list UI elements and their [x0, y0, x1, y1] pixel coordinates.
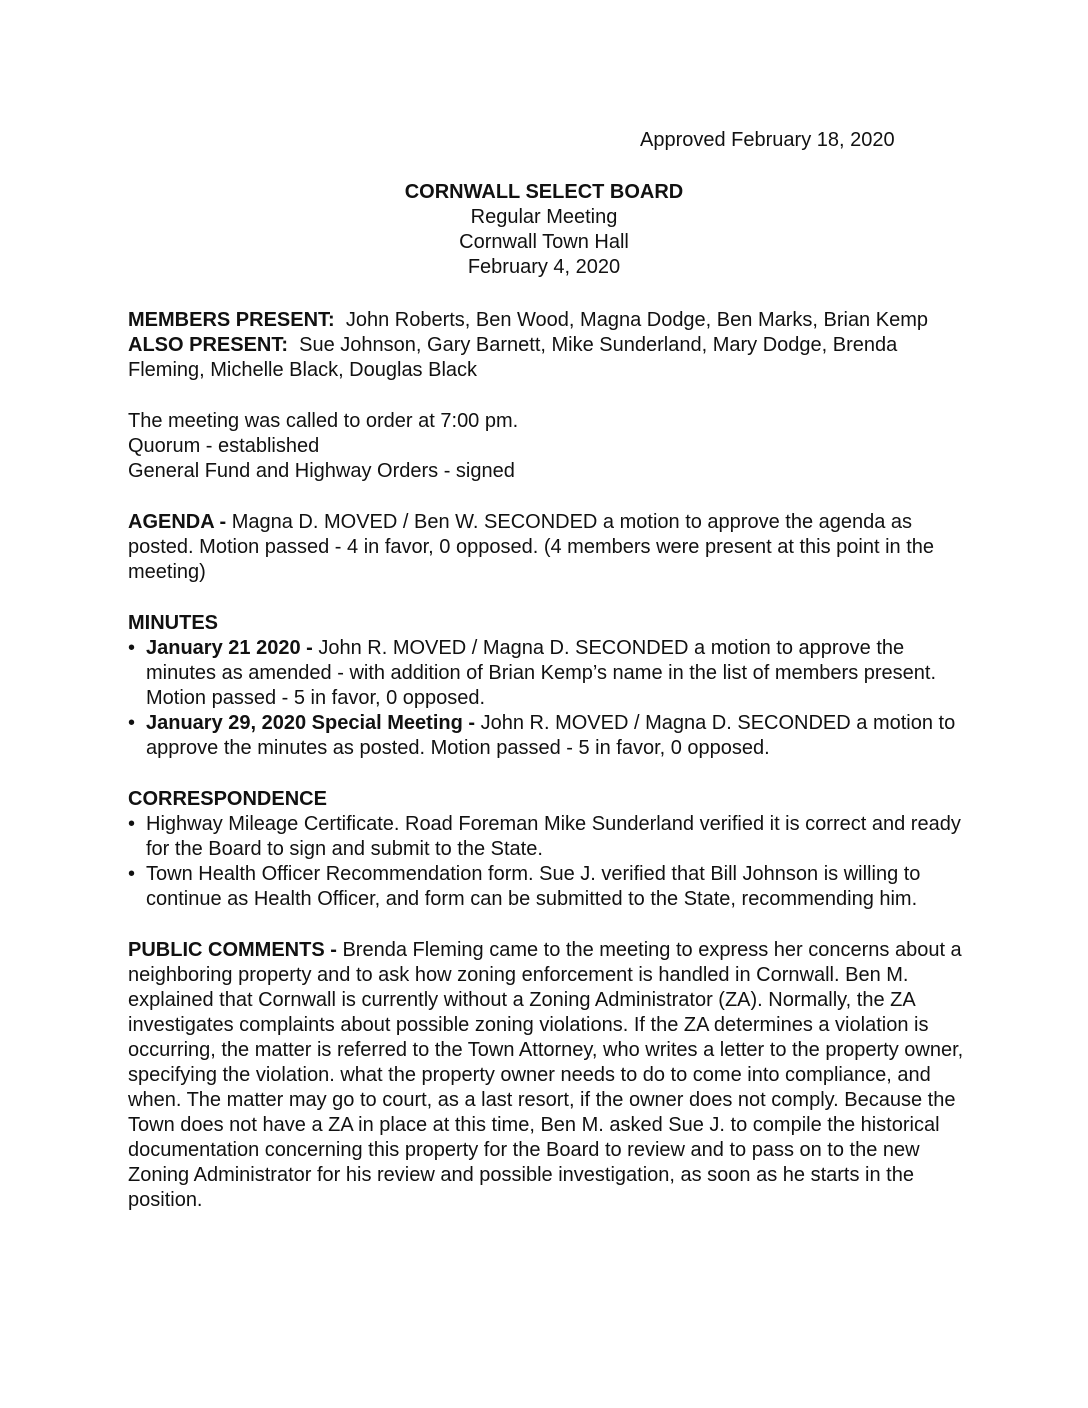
list-item: [128, 711, 968, 761]
correspondence-item-text: Town Health Officer Recommendation form. Sue J. verified that Bill Johnson is willing to continue as Health Officer, and form can be submitted to the State, recommending him.: [146, 863, 921, 910]
minutes-item-text: John R. MOVED / Magna D. SECONDED a motion to approve the minutes as posted. Motion passed - 5 in favor, 0 opposed.: [146, 712, 956, 759]
document-header: [0, 180, 1088, 280]
members-present-label: MEMBERS PRESENT:: [128, 309, 335, 331]
also-present-label: ALSO PRESENT:: [128, 334, 289, 356]
list-item: [128, 636, 968, 711]
bullet-icon: •: [128, 863, 136, 885]
members-present: [128, 308, 968, 333]
minutes-list: [128, 636, 968, 761]
minutes-heading: MINUTES: [128, 612, 218, 634]
correspondence-heading: CORRESPONDENCE: [128, 788, 327, 810]
public-comments-paragraph: [128, 938, 968, 1213]
quorum-line: Quorum - established: [128, 435, 320, 457]
bullet-icon: •: [128, 813, 136, 835]
meeting-type: Regular Meeting: [470, 206, 618, 228]
meeting-date: February 4, 2020: [467, 256, 621, 278]
public-comments-label: PUBLIC COMMENTS -: [128, 939, 337, 961]
agenda-paragraph: [128, 510, 968, 585]
minutes-item-label: January 21 2020 -: [146, 637, 313, 659]
board-title: CORNWALL SELECT BOARD: [404, 181, 684, 203]
minutes-item-label: January 29, 2020 Special Meeting -: [146, 712, 476, 734]
bullet-icon: •: [128, 637, 136, 659]
bullet-icon: •: [128, 712, 136, 734]
list-item: [128, 812, 968, 862]
also-present-text: Sue Johnson, Gary Barnett, Mike Sunderland, Mary Dodge, Brenda Fleming, Michelle Black, Douglas Black: [128, 334, 898, 381]
call-to-order: The meeting was called to order at 7:00 pm.: [128, 410, 519, 432]
list-item: [128, 862, 968, 912]
members-present-text: John Roberts, Ben Wood, Magna Dodge, Ben Marks, Brian Kemp: [345, 309, 928, 331]
orders-line: General Fund and Highway Orders - signed: [128, 460, 515, 482]
approval-note: Approved February 18, 2020: [640, 129, 895, 151]
agenda-text: Magna D. MOVED / Ben W. SECONDED a motion to approve the agenda as posted. Motion passed - 4 in favor, 0 opposed. (4 members were present at this point in the meeting): [128, 511, 935, 583]
minutes-item-text: John R. MOVED / Magna D. SECONDED a motion to approve the minutes as amended - with addition of Brian Kemp’s name in the list of members present. Motion passed - 5 in favor, 0 opposed.: [146, 637, 937, 709]
also-present: [128, 333, 968, 383]
correspondence-list: [128, 812, 968, 912]
correspondence-item-text: Highway Mileage Certificate. Road Foreman Mike Sunderland verified it is correct and ready for the Board to sign and submit to the State.: [146, 813, 961, 860]
document-body: [128, 308, 968, 1213]
public-comments-text: Brenda Fleming came to the meeting to express her concerns about a neighboring property and to ask how zoning enforcement is handled in Cornwall. Ben M. explained that Cornwall is currently without a Zoning Administrator (ZA). Normally, the ZA investigates complaints about possible zoning violations. If the ZA determines a violation is occurring, the matter is referred to the Town Attorney, who writes a letter to the property owner, specifying the violation. what the property owner needs to do to come into compliance, and when. The matter may go to court, as a last resort, if the owner does not comply. Because the Town does not have a ZA in place at this time, Ben M. asked Sue J. to compile the historical documentation concerning this property for the Board to review and to pass on to the new Zoning Administrator for his review and possible investigation, as soon as he starts in the position.: [128, 939, 964, 1211]
meeting-location: Cornwall Town Hall: [459, 231, 629, 253]
agenda-label: AGENDA -: [128, 511, 227, 533]
